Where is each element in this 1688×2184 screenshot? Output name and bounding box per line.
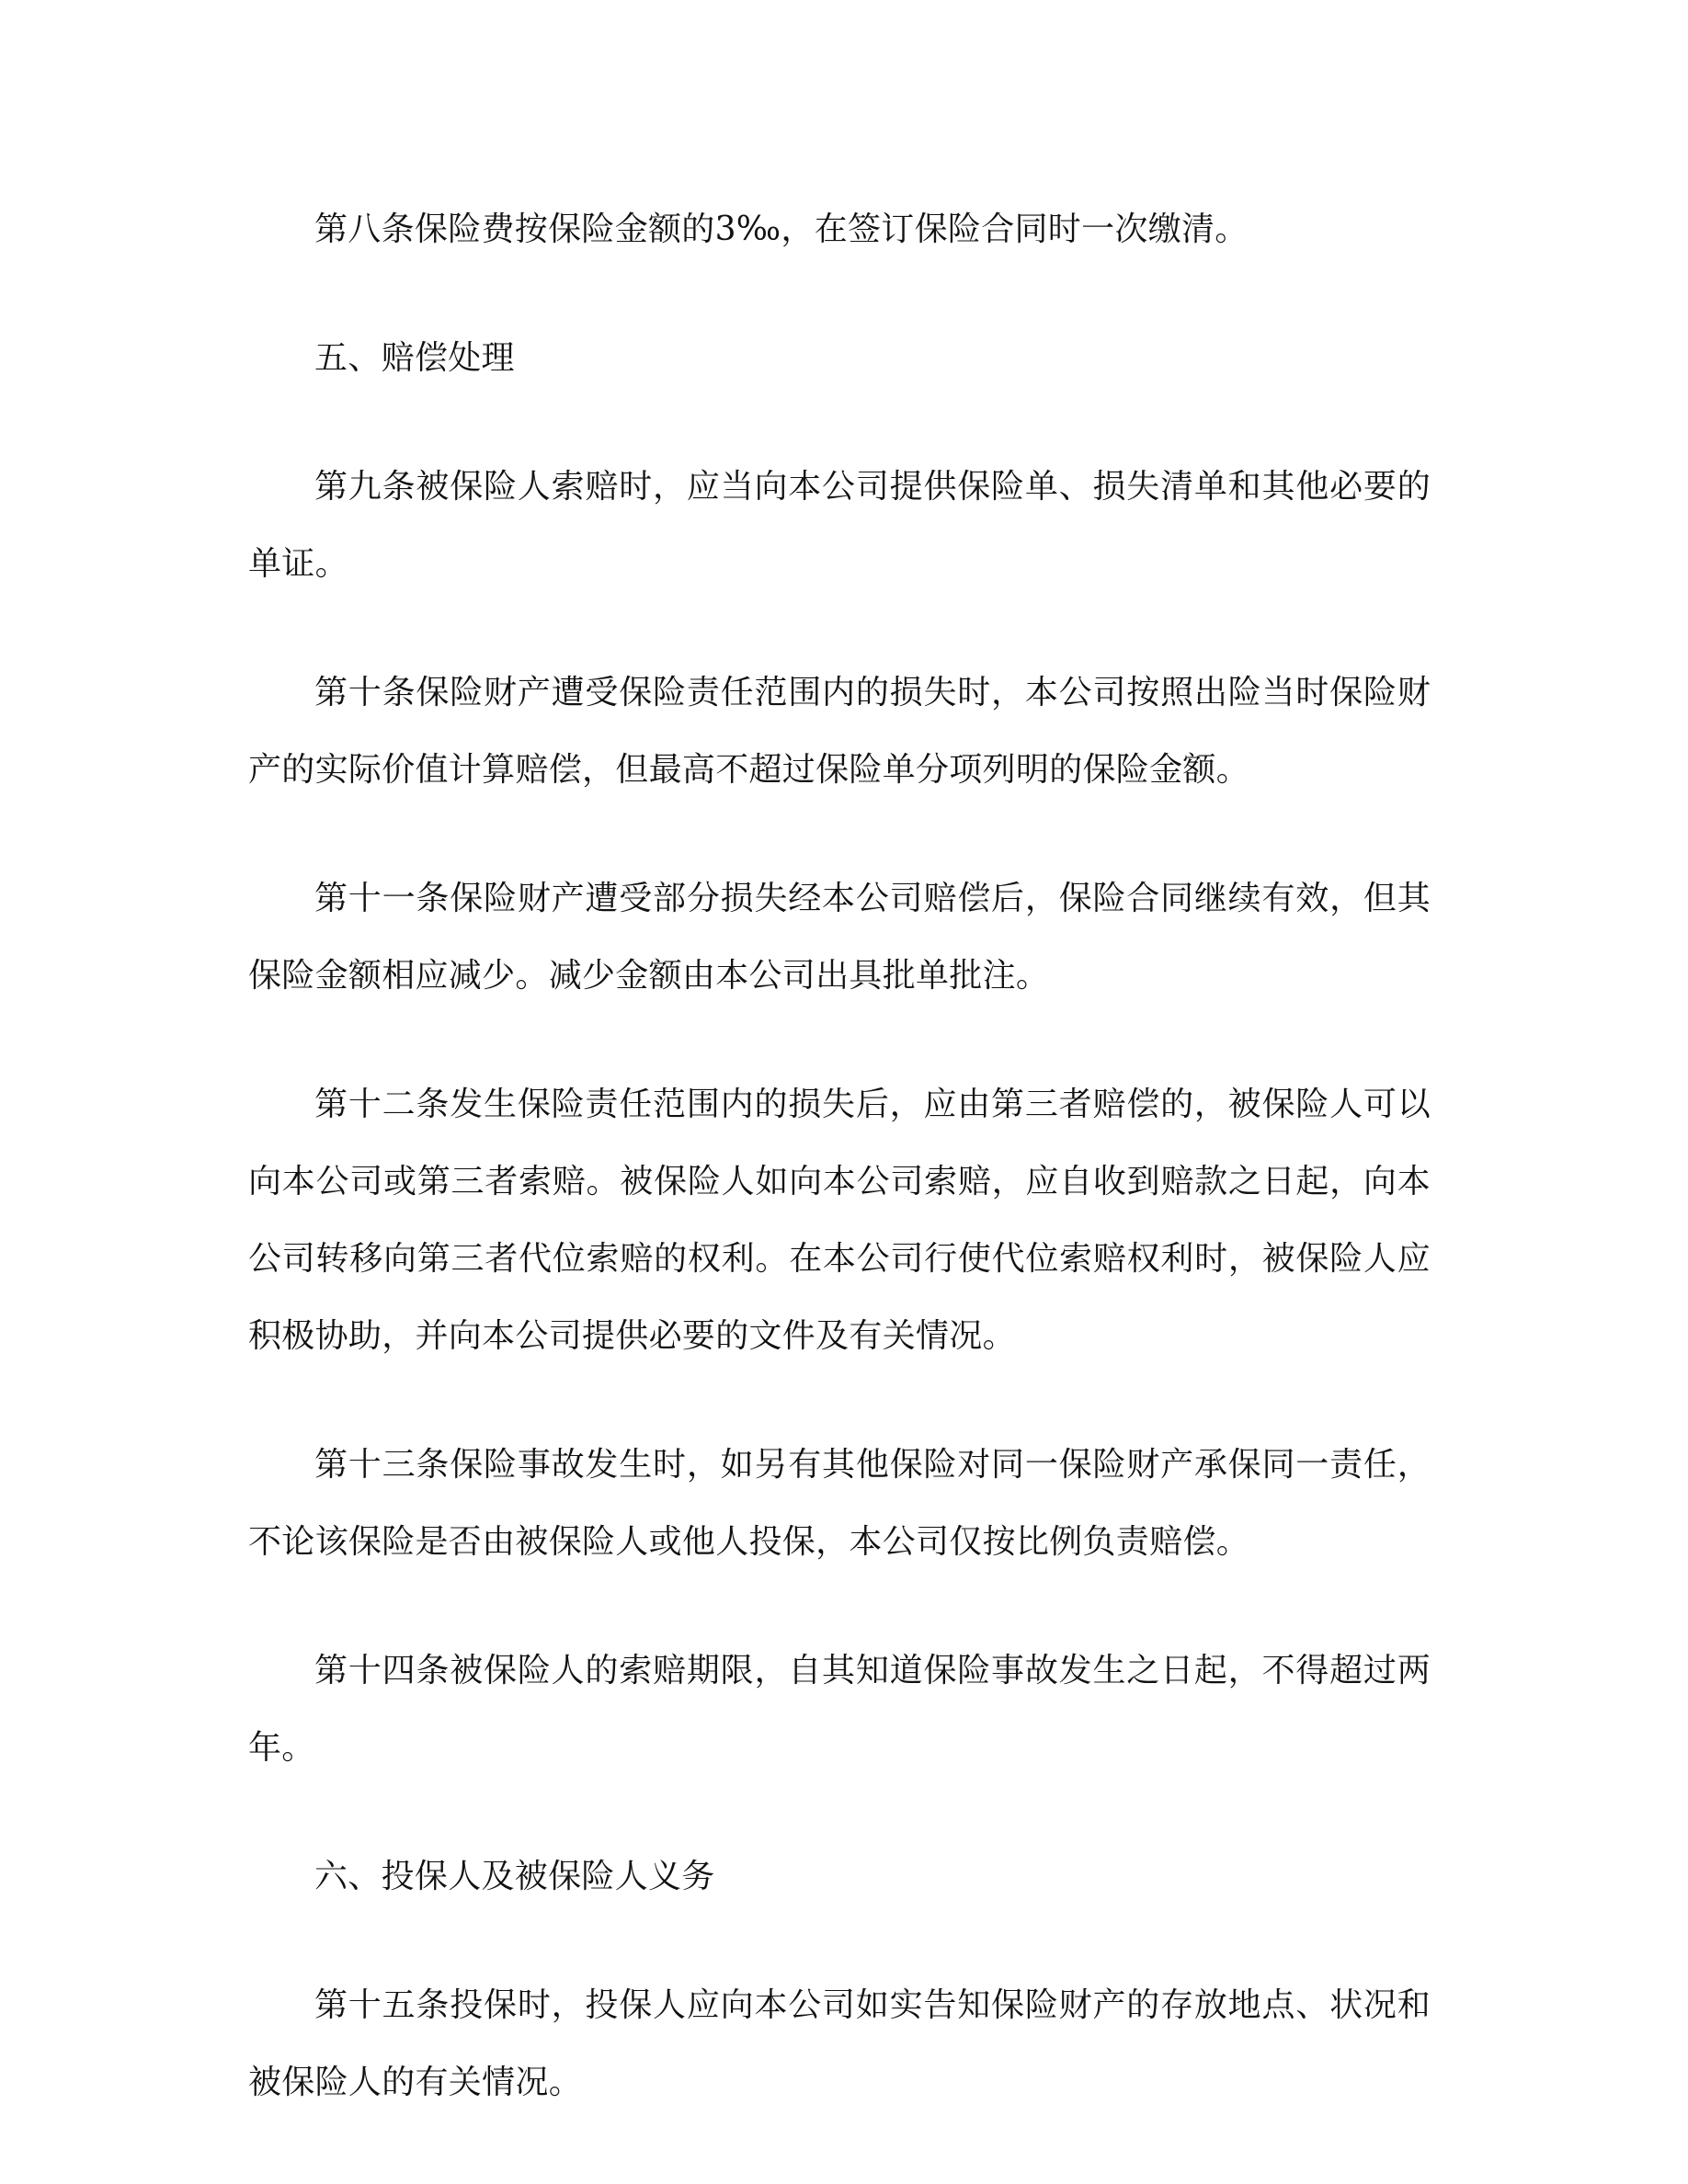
clause-12-paragraph: 第十二条发生保险责任范围内的损失后，应由第三者赔偿的，被保险人可以向本公司或第三者索赔。被保险人如向本公司索赔，应自收到赔款之日起，向本公司转移向第三者代位索赔的权利。在本公司行使代位索赔权利时，被保险人应积极协助，并向本公司提供必要的文件及有关情况。 <box>248 1086 1431 1355</box>
section-heading-compensation: 五、赔偿处理 <box>314 339 515 377</box>
clause-13-paragraph: 第十三条保险事故发生时，如另有其他保险对同一保险财产承保同一责任，不论该保险是否由被保险人或他人投保，本公司仅按比例负责赔偿。 <box>248 1446 1431 1561</box>
clause-15-paragraph: 第十五条投保时，投保人应向本公司如实告知保险财产的存放地点、状况和被保险人的有关情况。 <box>248 1986 1431 2101</box>
clause-10-paragraph: 第十条保险财产遭受保险责任范围内的损失时，本公司按照出险当时保险财产的实际价值计算赔偿，但最高不超过保险单分项列明的保险金额。 <box>248 674 1431 789</box>
section-heading-obligations: 六、投保人及被保险人义务 <box>314 1858 715 1895</box>
document-body <box>248 191 1431 2173</box>
clause-9-paragraph: 第九条被保险人索赔时，应当向本公司提供保险单、损失清单和其他必要的单证。 <box>248 468 1431 583</box>
clause-11-paragraph: 第十一条保险财产遭受部分损失经本公司赔偿后，保险合同继续有效，但其保险金额相应减少。减少金额由本公司出具批单批注。 <box>248 880 1431 995</box>
clause-14-paragraph: 第十四条被保险人的索赔期限，自其知道保险事故发生之日起，不得超过两年。 <box>248 1652 1431 1767</box>
clause-8-paragraph: 第八条保险费按保险金额的3‰，在签订保险合同时一次缴清。 <box>314 210 1249 248</box>
